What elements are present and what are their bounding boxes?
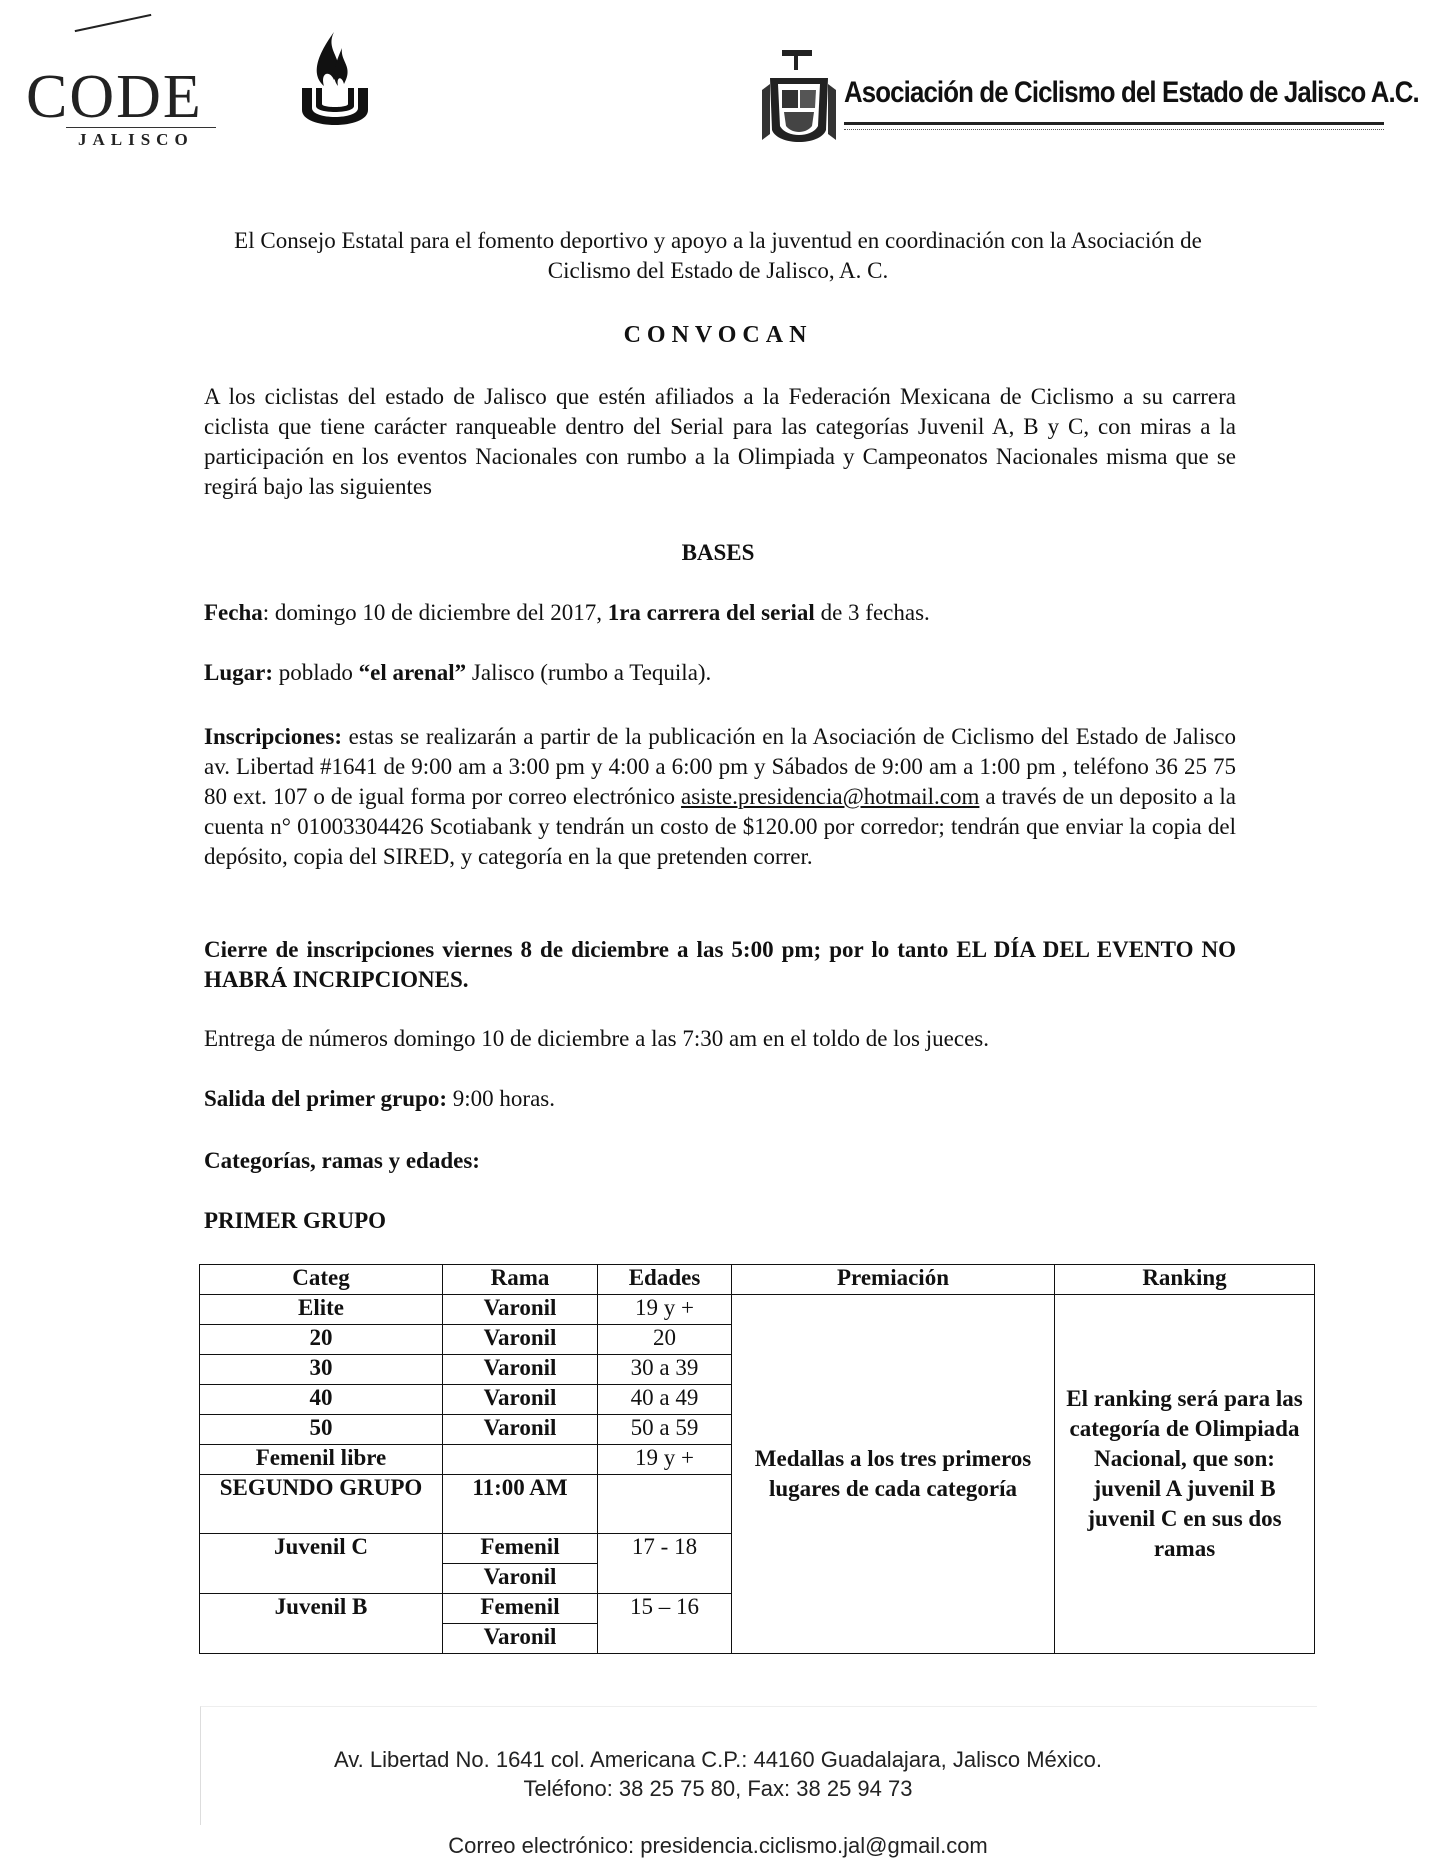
salida-text: 9:00 horas. <box>447 1086 555 1111</box>
header-ranking: Ranking <box>1055 1265 1315 1295</box>
flame-logo-icon <box>290 30 380 140</box>
cell-rama: Varonil <box>443 1564 598 1594</box>
cell-rama: Varonil <box>443 1325 598 1355</box>
cell-segundo-grupo: SEGUNDO GRUPO <box>200 1475 443 1534</box>
header-dotted-rule <box>844 129 1384 130</box>
intro-paragraph: El Consejo Estatal para el fomento deportivo y apoyo a la juventud en coordinación con la Asociación de Ciclismo del Estado de Jalisco, A. C. <box>234 228 1202 283</box>
code-jalisco-logo <box>26 10 246 150</box>
association-name: Asociación de Ciclismo del Estado de Jalisco A.C. <box>844 76 1419 109</box>
cierre-paragraph: Cierre de inscripciones viernes 8 de diciembre a las 5:00 pm; por lo tanto EL DÍA DEL EVENTO NO HABRÁ INCRIPCIONES. <box>204 937 1236 992</box>
lugar-text-end: Jalisco (rumbo a Tequila). <box>466 660 712 685</box>
cell-categ: Elite <box>200 1295 443 1325</box>
fecha-text-end: de 3 fechas. <box>814 600 930 625</box>
cell-rama: Femenil <box>443 1594 598 1624</box>
header-categ: Categ <box>200 1265 443 1295</box>
cell-categ: Femenil libre <box>200 1445 443 1475</box>
cell-rama: Varonil <box>443 1355 598 1385</box>
cell-ranking: El ranking será para las categoría de Olimpiada Nacional, que son: juvenil A juvenil B juvenil C en sus dos ramas <box>1055 1295 1315 1654</box>
association-header <box>760 50 1419 160</box>
cell-edades: 40 a 49 <box>598 1385 732 1415</box>
header-rule <box>844 122 1384 125</box>
convocan-heading: CONVOCAN <box>623 322 813 348</box>
cell-rama: Femenil <box>443 1534 598 1564</box>
cell-edades: 19 y + <box>598 1445 732 1475</box>
cell-empty <box>598 1475 732 1534</box>
coat-of-arms-icon <box>760 50 838 154</box>
lugar-line <box>204 658 711 688</box>
fecha-label: Fecha <box>204 600 263 625</box>
cell-rama <box>443 1445 598 1475</box>
cell-rama: Varonil <box>443 1415 598 1445</box>
cell-rama: Varonil <box>443 1385 598 1415</box>
header-edades: Edades <box>598 1265 732 1295</box>
inscripciones-label: Inscripciones: <box>204 724 342 749</box>
footer-email: Correo electrónico: presidencia.ciclismo.jal@gmail.com <box>448 1833 988 1858</box>
header-premiacion: Premiación <box>732 1265 1055 1295</box>
cell-rama: Varonil <box>443 1295 598 1325</box>
email-link[interactable]: asiste.presidencia@hotmail.com <box>681 784 980 809</box>
cell-categ: 40 <box>200 1385 443 1415</box>
code-logo-subtitle: JALISCO <box>78 130 194 149</box>
lugar-text: poblado <box>273 660 359 685</box>
cell-categ: 30 <box>200 1355 443 1385</box>
cell-premiacion: Medallas a los tres primeros lugares de cada categoría <box>732 1295 1055 1654</box>
code-logo-rule <box>66 127 216 128</box>
categories-table <box>199 1264 1315 1654</box>
cell-categ: 50 <box>200 1415 443 1445</box>
cell-categ: 20 <box>200 1325 443 1355</box>
categorias-heading: Categorías, ramas y edades: <box>204 1148 480 1173</box>
inscripciones-text: estas se realizarán a partir de la publicación en la Asociación de Ciclismo del Estado de Jalisco av. Libertad #1641 de 9:00 am a 3:00 pm y 4:00 a 6:00 pm y Sábados de 9:00 am a 1:00 pm , teléfono 36 25 75 80 ext. 107 o de igual forma por correo electrónico <box>204 724 1236 809</box>
cell-categ: Juvenil C <box>200 1534 443 1594</box>
cell-rama: Varonil <box>443 1624 598 1654</box>
header-rama: Rama <box>443 1265 598 1295</box>
footer-address: Av. Libertad No. 1641 col. Americana C.P.: 44160 Guadalajara, Jalisco México. <box>334 1747 1102 1772</box>
pen-mark <box>75 14 152 32</box>
cell-edades: 30 a 39 <box>598 1355 732 1385</box>
inscripciones-text-end: a través de un deposito a la cuenta n° 01003304426 Scotiabank y tendrán un costo de $120.00 por corredor; tendrán que enviar la copia del depósito, copia del SIRED, y categoría en la que pretenden correr. <box>204 784 1236 869</box>
cell-edades: 50 a 59 <box>598 1415 732 1445</box>
lead-paragraph: A los ciclistas del estado de Jalisco que estén afiliados a la Federación Mexicana de Ciclismo a su carrera ciclista que tiene carácter ranqueable dentro del Serial para las categorías Juvenil A, B y C, con miras a la participación en los eventos Nacionales con rumbo a la Olimpiada y Campeonatos Nacionales misma que se regirá bajo las siguientes <box>204 384 1236 499</box>
cell-segundo-time: 11:00 AM <box>443 1475 598 1534</box>
cell-categ: Juvenil B <box>200 1594 443 1654</box>
cell-edades: 20 <box>598 1325 732 1355</box>
primer-grupo-heading: PRIMER GRUPO <box>204 1208 387 1233</box>
lugar-bold: “el arenal” <box>358 660 467 685</box>
bases-heading: BASES <box>681 540 755 565</box>
cell-edades: 15 – 16 <box>598 1594 732 1654</box>
inscripciones-paragraph <box>204 722 1236 872</box>
table-row <box>200 1295 1315 1325</box>
fecha-text: : domingo 10 de diciembre del 2017, <box>262 600 608 625</box>
table-header-row <box>200 1265 1315 1295</box>
entrega-line: Entrega de números domingo 10 de diciembre a las 7:30 am en el toldo de los jueces. <box>204 1026 989 1051</box>
fecha-line <box>204 598 930 628</box>
cell-edades: 17 - 18 <box>598 1534 732 1594</box>
salida-label: Salida del primer grupo: <box>204 1086 448 1111</box>
fecha-bold: 1ra carrera del serial <box>607 600 815 625</box>
code-logo-text: CODE <box>26 63 203 131</box>
cell-edades: 19 y + <box>598 1295 732 1325</box>
lugar-label: Lugar: <box>204 660 273 685</box>
footer-phone: Teléfono: 38 25 75 80, Fax: 38 25 94 73 <box>523 1776 913 1801</box>
salida-line <box>204 1084 555 1114</box>
